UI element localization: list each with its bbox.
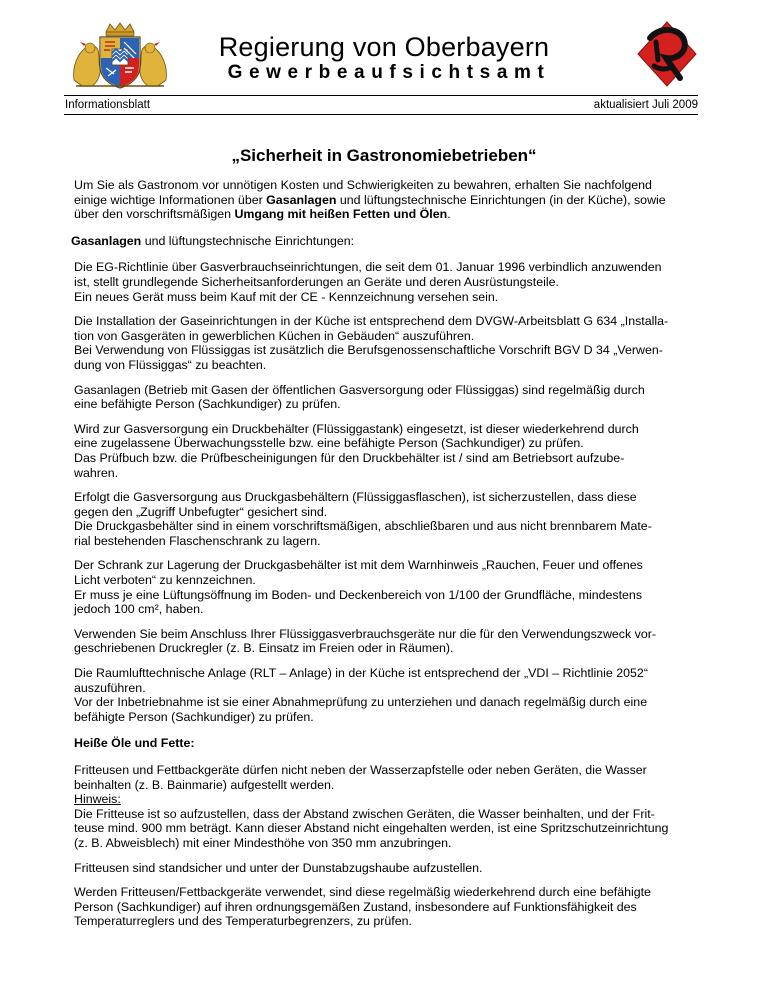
updated-label: aktualisiert Juli 2009 <box>593 99 698 111</box>
intro-paragraph: Um Sie als Gastronom vor unnötigen Kosten und Schwierigkeiten zu bewahren, erhalten Sie nachfolgend einige wichtige Informationen über Gasanlagen und lüftungstechnische Einrichtungen (in der Küche), sowie über den vorschriftsmäßigen Umgang mit heißen Fetten und Ölen. <box>74 178 666 222</box>
paragraph-gas-bottles: Erfolgt die Gasversorgung aus Druckgasbehältern (Flüssiggasflaschen), ist sicherzustellen, dass diese gegen den „Zugriff Unbefugter“ gesichert sind. Die Druckgasbehälter sind in einem vorschriftsmäßigen, abschließbaren und aus nicht brennbarem Mate- rial bestehenden Flaschenschrank zu lagern. <box>74 490 652 548</box>
header-rule-bottom <box>64 114 698 115</box>
paragraph-fryer-hood: Fritteusen sind standsicher und unter der Dunstabzugshaube aufzustellen. <box>74 860 483 875</box>
section-heading-gas: Gasanlagen und lüftungstechnische Einrichtungen: <box>71 233 355 248</box>
section-heading-oils: Heiße Öle und Fette: <box>74 736 195 751</box>
doc-type-label: Informationsblatt <box>65 99 151 111</box>
paragraph-gas-inspection: Gasanlagen (Betrieb mit Gasen der öffentlichen Gasversorgung oder Flüssiggas) sind regelmäßig durch eine befähigte Person (Sachkundiger) zu prüfen. <box>74 382 645 412</box>
paragraph-fryer-placement: Fritteusen und Fettbackgeräte dürfen nicht neben der Wasserzapfstelle oder neben Geräten, die Wasser beinhalten (z. B. Bainmarie) aufgestellt werden. Hinweis: Die Fritteuse ist so aufzustellen, dass der Abstand zwischen Geräten, die Wasser beinhalten, und der Frit- teuse mind. 900 mm beträgt. Kann dieser Abstand nicht eingehalten werden, ist eine Spritzschutzeinrichtung (z. B. Abweisblech) mit einer Mindesthöhe von 350 mm anzubringen. <box>74 763 698 851</box>
org-title: Regierung von Oberbayern <box>218 32 550 62</box>
header-rule-top <box>64 95 698 96</box>
paragraph-eg-directive: Die EG-Richtlinie über Gasverbrauchseinrichtungen, die seit dem 01. Januar 1996 verbindlich anzuwenden ist, stellt grundlegende Sicherheitsanforderungen an Geräte und deren Ausrüstungsteile. Ein neues Gerät muss beim Kauf mit der CE - Kennzeichnung versehen sein. <box>74 260 662 304</box>
document-body <box>71 178 698 939</box>
org-subtitle: Gewerbeaufsichtsamt <box>227 62 551 83</box>
paragraph-fryer-inspection: Werden Fritteusen/Fettbackgeräte verwendet, sind diese regelmäßig wiederkehrend durch eine befähigte Person (Sachkundiger) auf ihren ordnungsgemäßen Zustand, insbesondere auf Funktionsfähigkeit des Temperaturreglers und des Temperaturbegrenzers, zu prüfen. <box>74 885 651 929</box>
document-title: „Sicherheit in Gastronomiebetrieben“ <box>231 146 537 165</box>
paragraph-installation: Die Installation der Gaseinrichtungen in der Küche ist entsprechend dem DVGW-Arbeitsblatt G 634 „Installa- tion von Gasgeräten in gewerblichen Küchen in Gebäuden“ auszuführen. Bei Verwendung von Flüssiggas ist zusätzlich die Berufsgenossenschaftliche Vorschrift BGV D 34 „Verwen- dung von Flüssiggas“ zu beachten. <box>74 314 669 372</box>
paragraph-rlt-system: Die Raumlufttechnische Anlage (RLT – Anlage) in der Küche ist entsprechend der „VDI – Richtlinie 2052“ auszuführen. Vor der Inbetriebnahme ist sie einer Abnahmeprüfung zu unterziehen und danach regelmäßig durch eine befähigte Person (Sachkundiger) zu prüfen. <box>74 666 648 724</box>
paragraph-cabinet-warning: Der Schrank zur Lagerung der Druckgasbehälter ist mit dem Warnhinweis „Rauchen, Feuer und offenes Licht verboten“ zu kennzeichnen. Er muss je eine Lüftungsöffnung im Boden- und Deckenbereich von 1/100 der Grundfläche, mindestens jedoch 100 cm², haben. <box>74 558 643 617</box>
hinweis-label: Hinweis: <box>74 792 121 807</box>
paragraph-pressure-regulator: Verwenden Sie beim Anschluss Ihrer Flüssiggasverbrauchsgeräte nur die für den Verwendungszweck vor- geschriebenen Druckregler (z. B. Einsatz im Freien oder in Räumen). <box>74 626 656 656</box>
paragraph-pressure-tank: Wird zur Gasversorgung ein Druckbehälter (Flüssiggastank) eingesetzt, ist dieser wiederkehrend durch eine zugelassene Überwachungsstelle bzw. eine befähigte Person (Sachkundiger) zu prüfen. Das Prüfbuch bzw. die Prüfbescheinigungen für den Druckbehälter ist / sind am Betriebsort aufzube- wahren. <box>74 421 639 480</box>
